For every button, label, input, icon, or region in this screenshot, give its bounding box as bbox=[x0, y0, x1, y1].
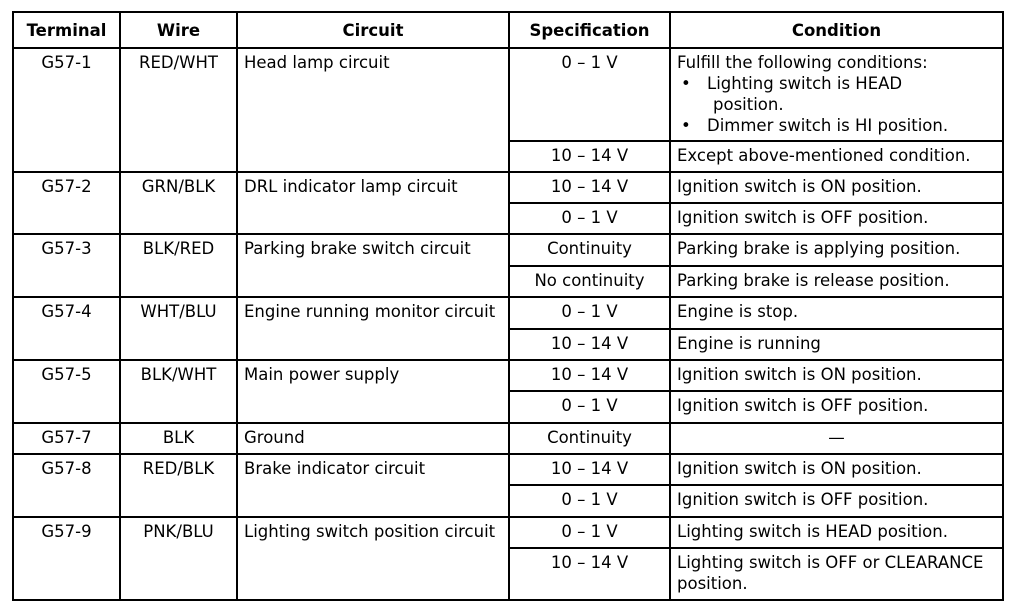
terminal-cell: G57-5 bbox=[13, 360, 120, 423]
circuit-cell: Lighting switch position circuit bbox=[237, 517, 509, 600]
wire-cell: PNK/BLU bbox=[120, 517, 237, 600]
specification-cell: 10 – 14 V bbox=[509, 172, 670, 203]
condition-lead: Fulfill the following conditions: bbox=[677, 53, 928, 72]
table-row bbox=[13, 360, 1003, 391]
condition-cell: Ignition switch is OFF position. bbox=[670, 485, 1003, 516]
terminal-spec-table bbox=[12, 11, 1004, 601]
circuit-cell: Main power supply bbox=[237, 360, 509, 423]
table-row bbox=[13, 423, 1003, 454]
circuit-cell: Head lamp circuit bbox=[237, 48, 509, 172]
table-body bbox=[13, 48, 1003, 600]
terminal-cell: G57-9 bbox=[13, 517, 120, 600]
header-wire: Wire bbox=[120, 12, 237, 48]
condition-bullet-item bbox=[677, 73, 996, 115]
bullet-text: Dimmer switch is HI position. bbox=[707, 116, 949, 135]
table-row bbox=[13, 172, 1003, 203]
circuit-cell: DRL indicator lamp circuit bbox=[237, 172, 509, 235]
specification-cell: 0 – 1 V bbox=[509, 517, 670, 548]
circuit-cell: Parking brake switch circuit bbox=[237, 234, 509, 297]
wire-cell: RED/WHT bbox=[120, 48, 237, 172]
condition-cell: Ignition switch is ON position. bbox=[670, 360, 1003, 391]
table-row bbox=[13, 234, 1003, 265]
wire-cell: BLK/WHT bbox=[120, 360, 237, 423]
header-specification: Specification bbox=[509, 12, 670, 48]
condition-cell: Except above-mentioned condition. bbox=[670, 141, 1003, 171]
specification-cell: Continuity bbox=[509, 234, 670, 265]
header-terminal: Terminal bbox=[13, 12, 120, 48]
specification-cell: 10 – 14 V bbox=[509, 454, 670, 485]
circuit-cell: Brake indicator circuit bbox=[237, 454, 509, 517]
specification-cell: 10 – 14 V bbox=[509, 360, 670, 391]
wire-cell: BLK/RED bbox=[120, 234, 237, 297]
table-row bbox=[13, 517, 1003, 548]
condition-cell: Engine is running bbox=[670, 329, 1003, 360]
terminal-cell: G57-8 bbox=[13, 454, 120, 517]
condition-cell bbox=[670, 48, 1003, 141]
header-circuit: Circuit bbox=[237, 12, 509, 48]
table-row bbox=[13, 48, 1003, 141]
specification-cell: 0 – 1 V bbox=[509, 203, 670, 234]
table-row bbox=[13, 454, 1003, 485]
condition-cell: Ignition switch is ON position. bbox=[670, 172, 1003, 203]
condition-cell: Lighting switch is OFF or CLEARANCE position. bbox=[670, 548, 1003, 600]
specification-cell: No continuity bbox=[509, 266, 670, 297]
specification-cell: Continuity bbox=[509, 423, 670, 454]
condition-list bbox=[677, 73, 996, 136]
specification-cell: 0 – 1 V bbox=[509, 48, 670, 141]
specification-cell: 10 – 14 V bbox=[509, 141, 670, 171]
condition-cell: Ignition switch is OFF position. bbox=[670, 391, 1003, 422]
circuit-cell: Ground bbox=[237, 423, 509, 454]
bullet-icon: • bbox=[681, 116, 691, 135]
circuit-cell: Engine running monitor circuit bbox=[237, 297, 509, 360]
bullet-text: Lighting switch is HEAD bbox=[707, 74, 903, 93]
terminal-cell: G57-4 bbox=[13, 297, 120, 360]
wire-cell: WHT/BLU bbox=[120, 297, 237, 360]
condition-cell: Engine is stop. bbox=[670, 297, 1003, 328]
terminal-cell: G57-2 bbox=[13, 172, 120, 235]
condition-cell: Ignition switch is OFF position. bbox=[670, 203, 1003, 234]
bullet-text-continued: position. bbox=[713, 95, 784, 114]
condition-cell: Lighting switch is HEAD position. bbox=[670, 517, 1003, 548]
wire-cell: GRN/BLK bbox=[120, 172, 237, 235]
bullet-icon: • bbox=[681, 74, 691, 93]
specification-cell: 10 – 14 V bbox=[509, 548, 670, 600]
header-row bbox=[13, 12, 1003, 48]
condition-cell: Parking brake is applying position. bbox=[670, 234, 1003, 265]
terminal-cell: G57-7 bbox=[13, 423, 120, 454]
specification-cell: 10 – 14 V bbox=[509, 329, 670, 360]
condition-cell: Parking brake is release position. bbox=[670, 266, 1003, 297]
specification-cell: 0 – 1 V bbox=[509, 485, 670, 516]
specification-cell: 0 – 1 V bbox=[509, 391, 670, 422]
table-row bbox=[13, 297, 1003, 328]
header-condition: Condition bbox=[670, 12, 1003, 48]
condition-cell: Ignition switch is ON position. bbox=[670, 454, 1003, 485]
terminal-cell: G57-1 bbox=[13, 48, 120, 172]
terminal-cell: G57-3 bbox=[13, 234, 120, 297]
wire-cell: BLK bbox=[120, 423, 237, 454]
wire-cell: RED/BLK bbox=[120, 454, 237, 517]
condition-cell: — bbox=[670, 423, 1003, 454]
specification-cell: 0 – 1 V bbox=[509, 297, 670, 328]
condition-bullet-item bbox=[677, 115, 996, 136]
